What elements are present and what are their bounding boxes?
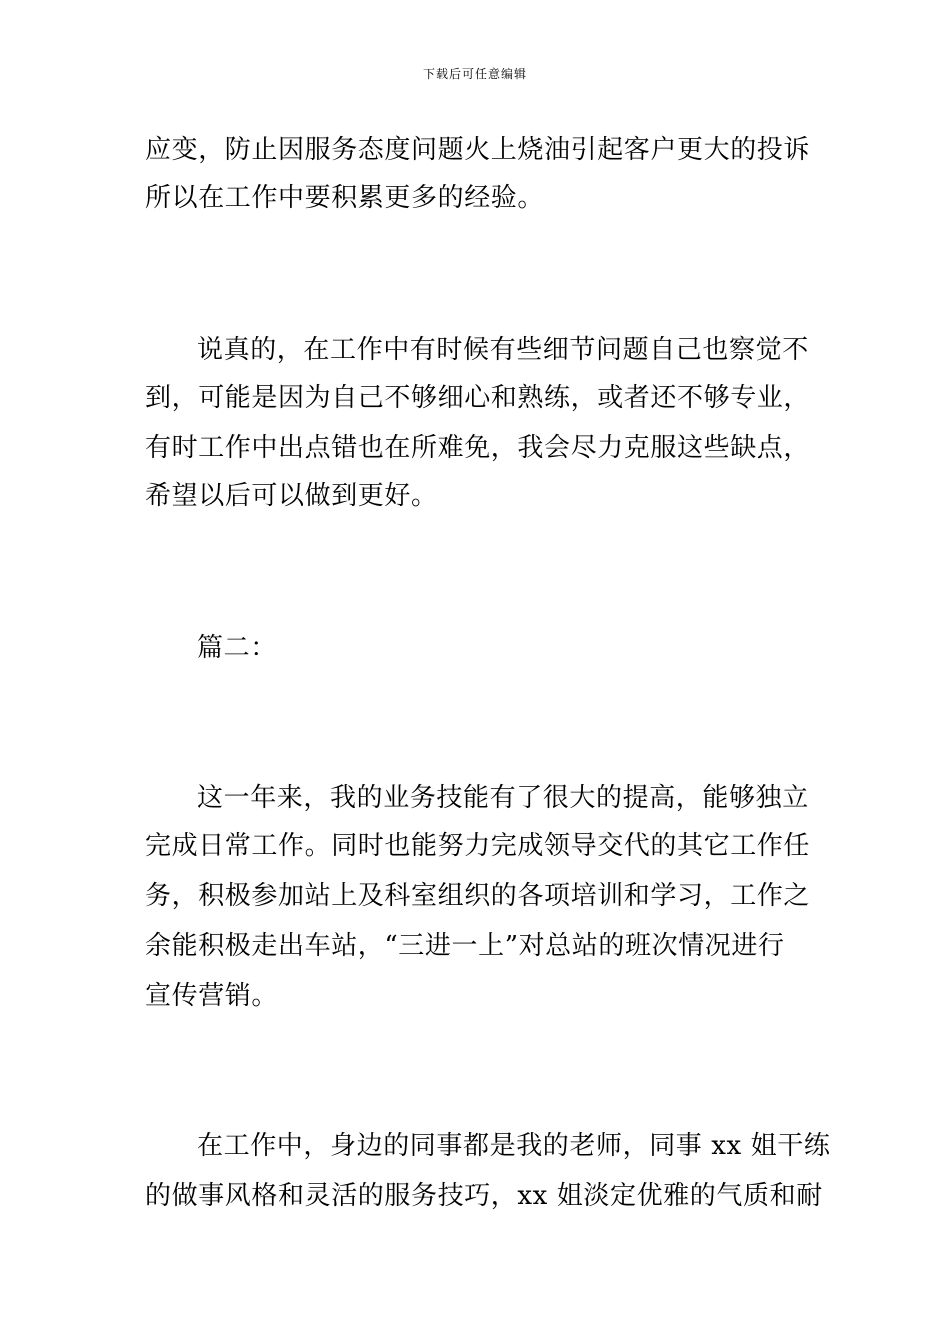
paragraph-2-line-4: 希望以后可以做到更好。	[145, 481, 438, 511]
paragraph-4-line-2: 的做事风格和灵活的服务技巧，xx 姐淡定优雅的气质和耐	[145, 1181, 823, 1211]
paragraph-4-line-1: 在工作中，身边的同事都是我的老师，同事 xx 姐干练	[197, 1131, 831, 1161]
paragraph-3-line-2: 完成日常工作。同时也能努力完成领导交代的其它工作任	[145, 831, 811, 861]
paragraph-3-line-1: 这一年来，我的业务技能有了很大的提高，能够独立	[197, 783, 809, 813]
paragraph-1-line-1: 应变，防止因服务态度问题火上烧油引起客户更大的投诉	[145, 135, 811, 165]
paragraph-3-line-3: 务，积极参加站上及科室组织的各项培训和学习，工作之	[145, 881, 811, 911]
paragraph-1-line-2: 所以在工作中要积累更多的经验。	[145, 183, 545, 213]
section-heading: 篇二：	[197, 633, 277, 663]
paragraph-2-line-2: 到，可能是因为自己不够细心和熟练，或者还不够专业，	[145, 383, 811, 413]
paragraph-2-line-3: 有时工作中出点错也在所难免，我会尽力克服这些缺点，	[145, 433, 811, 463]
paragraph-3-line-4: 余能积极走出车站，“三进一上”对总站的班次情况进行	[145, 931, 785, 961]
paragraph-3-line-5: 宣传营销。	[145, 981, 279, 1011]
paragraph-2-line-1: 说真的，在工作中有时候有些细节问题自己也察觉不	[197, 335, 809, 365]
page-header: 下载后可任意编辑	[422, 67, 527, 81]
